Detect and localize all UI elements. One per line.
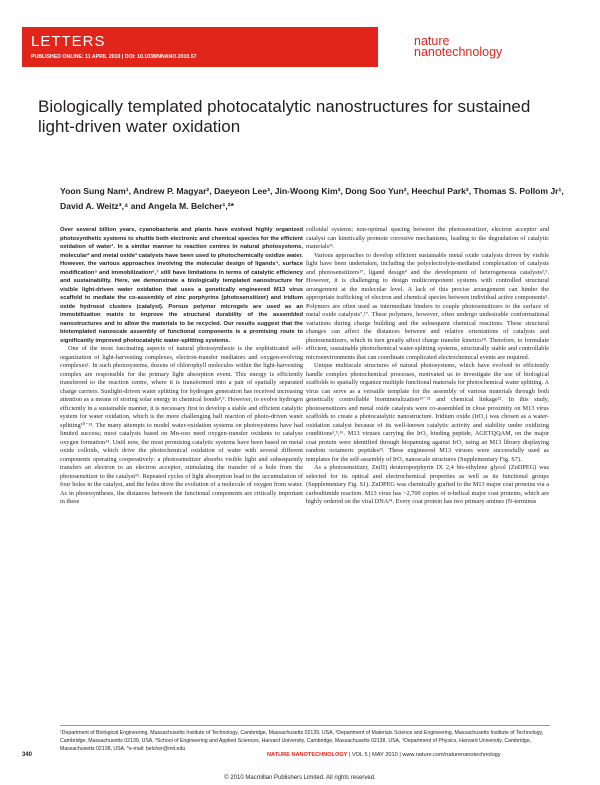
article-title: Biologically templated photocatalytic nanostructures for sustained light-driven water oxidation	[38, 97, 531, 136]
copyright: © 2010 Macmillan Publishers Limited. All rights reserved.	[224, 775, 376, 781]
page-number: 340	[22, 752, 33, 758]
journal-footer	[267, 752, 501, 758]
journal-name: NATURE NANOTECHNOLOGY	[267, 752, 348, 758]
affiliation-footnotes: ¹Department of Biological Engineering, Massachusetts Institute of Technology, Cambridge, Massachusetts 02139, USA, ²Department of Materials Science and Engineering, Massachusetts Institute of Technology, Cambridge, Massachusetts 02139, USA, ³School of Engineering and Applied Sciences, Harvard University, Cambridge, Massachusetts 02138, USA, ⁴Department of Physics, Harvard University, Cambridge, Massachusetts 02138, USA. *e-mail: belcher@mit.edu	[60, 725, 550, 753]
section-label: LETTERS	[31, 33, 106, 50]
logo-line-2: nanotechnology	[414, 45, 503, 59]
body-paragraph: Various approaches to develop efficient sustainable metal oxide catalysts driven by visible light have been undertaken, including the polyelectrolyte-mediated complexation of catalysts and photosensitizers¹⁷, ligand design⁴ and the development of heterogeneous catalysts³,⁵. However, it is challenging to design multicomponent systems with controlled structural arrangement at the molecular level. A lack of this precise arrangement can hinder the appropriate trafficking of electron and chemical species between individual active components⁵. Polymers are often used as intermediate binders to couple photosensitizers to the surface of metal oxide catalysts⁷,¹⁷. These polymers, however, often undergo undesirable conformational variations during charge building and the subsequent chemical reactions. These structural changes can affect the distances between and relative orientations of catalysts and photosensitizers, which in turn greatly affect charge transfer kinetics¹⁸. Therefore, to formulate efficient, sustainable photochemical water-splitting systems, structurally stable and controllable microenvironments that can coordinate complicated electrochemical events are required.	[306, 251, 549, 361]
abstract: Over several billion years, cyanobacteria and plants have evolved highly organized photosynthetic systems to shuttle both electronic and chemical species for the efficient oxidation of water¹. In a similar manner to reaction centres in natural photosystems, molecular² and metal oxide³ catalysts have been used to photochemically oxidize water. However, the various approaches involving the molecular design of ligands⁴, surface modification⁵ and immobilization⁶,⁷ still have limitations in terms of catalytic efficiency and sustainability. Here, we demonstrate a biologically templated nanostructure for visible light-driven water oxidation that uses a genetically engineered M13 virus scaffold to mediate the co-assembly of zinc porphyrins (photosensitizer) and iridium oxide hydrosol clusters (catalyst). Porous polymer microgels are used as an immobilization matrix to improve the structural durability of the assembled nanostructures and to allow the materials to be recycled. Our results suggest that the biotemplated nanoscale assembly of functional components is a promising route to significantly improved photocatalytic water-splitting systems.	[60, 227, 303, 344]
publication-info: PUBLISHED ONLINE: 11 APRIL 2010 | DOI: 10.1038/NNANO.2010.57	[31, 54, 197, 60]
left-column	[60, 226, 303, 507]
author-list: Yoon Sung Nam¹, Andrew P. Magyar², Daeyeon Lee³, Jin-Woong Kim³, Dong Soo Yun², Heechul Park², Thomas S. Pollom Jr¹, David A. Weitz³,⁴ and Angela M. Belcher¹,²*	[60, 186, 564, 211]
logo-line-1: nature	[414, 34, 450, 48]
header-band	[22, 27, 378, 67]
body-paragraph: colloidal systems; non-optimal spacing between the photosensitizer, electron acceptor and catalyst can kinetically promote corrosive mechanisms, leading to the degradation of catalytic materials¹⁶.	[306, 226, 549, 250]
body-paragraph: As a photosensitizer, Zn(II) deuteroporphyrin IX 2,4 bis-ethylene glycol (ZnDPEG) was selected for its optical and electrochemical properties as well as its functional groups (Supplementary Fig. S1). ZnDPEG was chemically grafted to the M13 major coat proteins via a carbodiimide reaction. M13 virus has ~2,700 copies of α-helical major coat proteins, which are highly ordered on the viral DNA²⁴. Every coat protein has two primary amines (N-terminus	[306, 464, 549, 505]
journal-issue: | VOL 5 | MAY 2010 | www.nature.com/naturenanotechnology	[347, 752, 501, 758]
body-paragraph: Unique multiscale structures of natural photosystems, which have evolved to efficiently handle complex photochemical processes, motivated us to investigate the use of biological scaffolds to spatially organize multiple functional materials for photochemical water splitting. A virus can serve as a versatile template for the assembly of various materials through both genetically controllable biomineralization¹⁹⁻²¹ and chemical linkage²². In this study, photosensitizers and metal oxide catalysts were co-assembled in close proximity on M13 virus scaffolds to create a photocatalytic nanostructure. Iridium oxide (IrO₂) was chosen as a water-oxidation catalyst because of its well-known catalytic activity and stability under oxidizing conditions³,⁵,¹⁶. M13 viruses carrying the IrO₂ binding peptide, AGETQQAM, on the major coat protein were identified through biopanning against IrO₂ using an M13 library displaying random octameric peptides²³. These engineered M13 viruses were successfully used as templates for the self-assembly of IrO₂ nanoscale structures (Supplementary Fig. S7).	[306, 362, 549, 463]
body-paragraph: One of the most fascinating aspects of natural photosynthesis is the sophisticated self-organization of light-harvesting complexes, electron-transfer mediators and oxygen-evolving complexes¹. In such photosystems, dozens of chlorophyll molecules within the light-harvesting complex are responsible for the primary light absorption event. This energy is efficiently transferred to the reaction centre, where it is transformed into a pair of spatially separated charge carriers. Sunlight-driven water splitting for hydrogen generation has received increasing attention as a means of storing solar energy in chemical bonds⁸,⁹. However, to evolve hydrogen efficiently in a sustainable manner, it is necessary first to develop a stable and efficient catalytic system for water oxidation, which is the more challenging half reaction of photo-driven water splitting¹⁰⁻¹³. The many attempts to model water-oxidation systems on photosystems have had limited success; most catalysts based on Mn-oxo need oxygen-transfer oxidants to catalyse oxygen formation¹⁴. Until now, the most promising catalytic systems have been based on metal oxide colloids, which drive the photochemical oxidation of water with several different components operating cooperatively: a photosensitizer absorbs visible light and subsequently transfers an electron to an electron acceptor, stimulating the transfer of a hole from the photosensitizer to the catalyst¹⁵. Repeated cycles of light absorption lead to the accumulation of four holes in the catalyst, and the holes drive the evolution of a molecule of oxygen from water. As in photosynthesis, the distances between the functional components are critically important in these	[60, 345, 303, 505]
journal-logo	[414, 36, 502, 58]
right-column	[306, 226, 549, 507]
